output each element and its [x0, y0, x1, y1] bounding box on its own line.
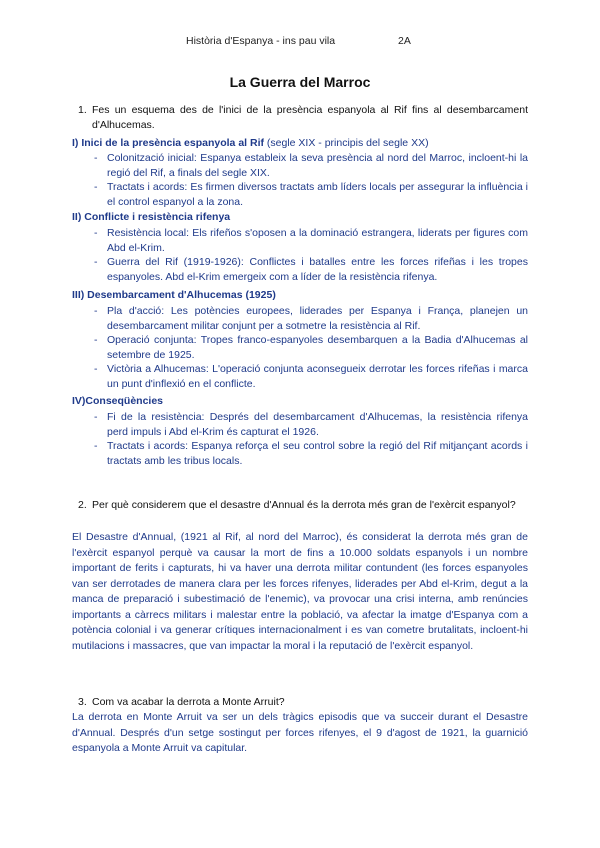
- answer-3: La derrota en Monte Arruit va ser un dels tràgics episodis que va succeir durant el Desastre d'Annual. Després d'un setge sostingut per forces rifenyes, el 9 d'agost de 1921, la guarnició espanyola a Monte Arruit va capitular.: [72, 711, 528, 754]
- header-group: 2A: [398, 35, 411, 47]
- dash-bullet-icon: -: [94, 334, 98, 346]
- dash-bullet-icon: -: [94, 152, 98, 164]
- dash-bullet-icon: -: [94, 440, 98, 452]
- list-item-text: Victòria a Alhucemas: L'operació conjunta aconsegueix derrotar les forces rifeñas i marca un punt d'inflexió en el conflicte.: [107, 363, 528, 390]
- section-1-note: (segle XIX - principis del segle XX): [264, 137, 429, 149]
- answer-2: El Desastre d'Annual, (1921 al Rif, al nord del Marroc), és considerat la derrota més gran de l'exèrcit espanyol perquè va causar la mort de fins a 10.000 soldats espanyols i un nombre important de ferits i capturats, hi va haver una derrota militar contundent (les forces espanyoles van ser derrotades de manera clara per les forces rifenyes, liderades per Abd el-Krim, degut a la manca de preparació i subestimació de l'enemic), va provocar una crisi interna, amb renúncies importants a càrrecs militars i malestar entre la població, va afectar la imatge d'Espanya com a potència colonial i va generar crítiques internacionalment i es van cometre brutalitats, incloent-hi mutilacions i massacres, que van impactar la moral i la reputació de l'exèrcit espanyol.: [72, 531, 528, 652]
- question-2-text: Per què considerem que el desastre d'Annual és la derrota més gran de l'exèrcit espanyol?: [92, 499, 516, 511]
- list-item: [94, 439, 528, 468]
- list-item-text: Colonització inicial: Espanya estableix la seva presència al nord del Marroc, incloent-hi la regió del Rif, a finals del segle XIX.: [107, 152, 528, 179]
- list-item-text: Guerra del Rif (1919-1926): Conflictes i batalles entre les forces rifeñas i les tropes espanyoles. Abd el-Krim emergeix com a líder de la resistència rifenya.: [107, 256, 528, 283]
- section-heading-4: [72, 394, 163, 409]
- list-item-text: Pla d'acció: Les potències europees, liderades per Espanya i França, planejen un desembarcament militar conjunt per a sotmetre la resistència al Rif.: [107, 305, 528, 332]
- page-title: La Guerra del Marroc: [229, 74, 371, 90]
- header-course: Història d'Espanya - ins pau vila: [186, 35, 336, 47]
- question-2: [78, 498, 528, 513]
- section-1-title: I) Inici de la presència espanyola al Rif: [72, 137, 264, 149]
- question-2-number: 2.: [78, 499, 87, 511]
- list-item: [94, 255, 528, 284]
- section-heading-2: [72, 210, 230, 225]
- dash-bullet-icon: -: [94, 227, 98, 239]
- list-item: [94, 410, 528, 439]
- dash-bullet-icon: -: [94, 256, 98, 268]
- section-heading-3: [72, 288, 276, 303]
- question-1-text: Fes un esquema des de l'inici de la presència espanyola al Rif fins al desembarcament d'Alhucemas.: [92, 104, 528, 131]
- section-3-list: [94, 304, 528, 391]
- dash-bullet-icon: -: [94, 363, 98, 375]
- question-3: [78, 695, 528, 710]
- dash-bullet-icon: -: [94, 411, 98, 423]
- dash-bullet-icon: -: [94, 305, 98, 317]
- list-item-text: Tractats i acords: Espanya reforça el seu control sobre la regió del Rif mitjançant acords i tractats amb les tribus locals.: [107, 440, 528, 467]
- list-item: [94, 333, 528, 362]
- question-1: [78, 103, 528, 133]
- list-item: [94, 362, 528, 391]
- list-item-text: Tractats i acords: Es firmen diversos tractats amb líders locals per assegurar la influència i el control espanyol a la zona.: [107, 181, 528, 208]
- list-item: [94, 180, 528, 209]
- section-4-title: IV)Conseqüències: [72, 395, 164, 407]
- section-2-title: II) Conflicte i resistència rifenya: [72, 211, 231, 223]
- section-3-title: III) Desembarcament d'Alhucemas (1925): [72, 289, 276, 301]
- question-1-number: 1.: [78, 104, 87, 116]
- list-item-text: Operació conjunta: Tropes franco-espanyoles desembarquen a la Badia d'Alhucemas al setembre de 1925.: [107, 334, 528, 361]
- section-heading-1: [72, 136, 429, 151]
- question-3-text: Com va acabar la derrota a Monte Arruit?: [92, 696, 285, 708]
- section-2-list: [94, 226, 528, 284]
- list-item-text: Fi de la resistència: Després del desembarcament d'Alhucemas, la resistència rifenya perd impuls i Abd el-Krim és capturat el 1926.: [107, 411, 528, 438]
- section-4-list: [94, 410, 528, 468]
- section-1-list: [94, 151, 528, 209]
- list-item-text: Resistència local: Els rifeños s'oposen a la dominació estrangera, liderats per figures com Abd el-Krim.: [107, 227, 528, 254]
- list-item: [94, 226, 528, 255]
- question-3-number: 3.: [78, 696, 87, 708]
- dash-bullet-icon: -: [94, 181, 98, 193]
- list-item: [94, 151, 528, 180]
- list-item: [94, 304, 528, 333]
